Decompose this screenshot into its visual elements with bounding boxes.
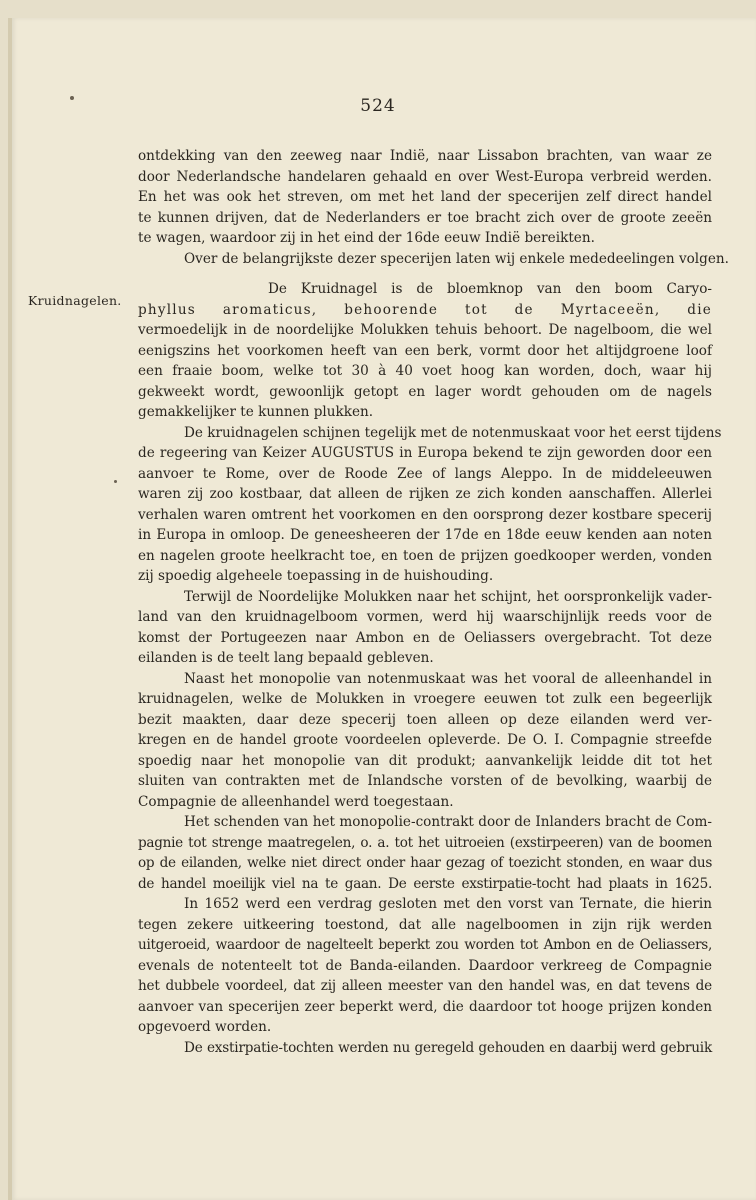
text-line: eilanden is de teelt lang bepaald gebleven. (138, 650, 434, 666)
text-line: aanvoer te Rome, over de Roode Zee of langs Aleppo. In de middeleeuwen (138, 465, 712, 482)
text-line: de handel moeilijk viel na te gaan. De eerste exstirpatie-tocht had plaats in 1625. (138, 875, 712, 892)
text-line: land van den kruidnagelboom vormen, werd hij waarschijnlijk reeds voor de (138, 609, 712, 625)
text-line: verhalen waren omtrent het voorkomen en den oorsprong dezer kostbare specerij (138, 506, 712, 523)
text-line: De exstirpatie-tochten werden nu geregeld gehouden en daarbij werd gebruik (184, 1039, 712, 1056)
text-line: Compagnie de alleenhandel werd toegestaan. (138, 793, 454, 810)
body-text (28, 146, 729, 1058)
page-number: 524 (360, 96, 396, 116)
text-line: aanvoer van specerijen zeer beperkt werd, die daardoor tot hooge prijzen konden (138, 998, 712, 1015)
text-line: de regeering van Keizer AUGUSTUS in Europa bekend te zijn geworden door een (138, 445, 712, 461)
text-line: phyllus aromaticus, behoorende tot de Myrtaceeën, die (138, 301, 712, 318)
text-line: kregen en de handel groote voordeelen opleverde. De O. I. Compagnie streefde (138, 732, 712, 748)
text-line: spoedig naar het monopolie van dit produkt; aanvankelijk leidde dit tot het (138, 752, 712, 769)
text-line: kruidnagelen, welke de Molukken in vroegere eeuwen tot zulk een begeerlijk (138, 691, 712, 707)
text-line: het dubbele voordeel, dat zij alleen meester van den handel was, en dat tevens de (138, 978, 712, 994)
text-line: De kruidnagelen schijnen tegelijk met de notenmuskaat voor het eerst tijdens (184, 424, 722, 441)
text-line: sluiten van contrakten met de Inlandsche vorsten of de bevolking, waarbij de (138, 773, 712, 789)
text-line: En het was ook het streven, om met het land der specerijen zelf direct handel (138, 189, 712, 205)
text-line: In 1652 werd een verdrag gesloten met den vorst van Ternate, die hierin (184, 896, 712, 912)
text-line: eenigszins het voorkomen heeft van een berk, vormt door het altijdgroene loof (138, 342, 712, 359)
text-line: zij spoedig algeheele toepassing in de huishouding. (138, 568, 494, 584)
text-line: Over de belangrijkste dezer specerijen laten wij enkele mededeelingen volgen. (184, 250, 729, 267)
text-line: in Europa in omloop. De geneesheeren der 17de en 18de eeuw kenden aan noten (138, 527, 712, 543)
text-line: vermoedelijk in de noordelijke Molukken tehuis behoort. De nagelboom, die wel (138, 322, 712, 338)
text-line: waren zij zoo kostbaar, dat alleen de rijken ze zich konden aanschaffen. Allerlei (138, 486, 712, 502)
text-line: De Kruidnagel is de bloemknop van den boom Caryo- (268, 281, 712, 297)
text-line: op de eilanden, welke niet direct onder haar gezag of toezicht stonden, en waar dus (138, 855, 712, 871)
text-line: opgevoerd worden. (138, 1019, 272, 1035)
text-line: gemakkelijker te kunnen plukken. (138, 404, 374, 420)
text-line: te kunnen drijven, dat de Nederlanders er toe bracht zich over de groote zeeën (138, 209, 712, 226)
margin-note: Kruidnagelen. (28, 293, 122, 308)
text-line: uitgeroeid, waardoor de nagelteelt beperkt zou worden tot Ambon en de Oeliassers, (138, 937, 712, 953)
text-line: een fraaie boom, welke tot 30 à 40 voet hoog kan worden, doch, waar hij (138, 363, 712, 379)
text-line: gekweekt wordt, gewoonlijk getopt en lager wordt gehouden om de nagels (138, 383, 712, 400)
text-line: Terwijl de Noordelijke Molukken naar het schijnt, het oorspronkelijk vader- (184, 588, 712, 605)
text-line: pagnie tot strenge maatregelen, o. a. tot het uitroeien (exstirpeeren) van de boomen (138, 834, 712, 851)
text-line: Het schenden van het monopolie-contrakt door de Inlanders bracht de Com- (184, 814, 712, 830)
text-line: te wagen, waardoor zij in het eind der 16de eeuw Indië bereikten. (138, 230, 595, 246)
text-line: en nagelen groote heelkracht toe, en toen de prijzen goedkooper werden, vonden (138, 547, 712, 564)
text-line: komst der Portugeezen naar Ambon en de Oeliassers overgebracht. Tot deze (138, 629, 712, 646)
text-line: bezit maakten, daar deze specerij toen alleen op deze eilanden werd ver- (138, 711, 712, 728)
text-line: Naast het monopolie van notenmuskaat was het vooral de alleenhandel in (184, 670, 712, 687)
text-line: tegen zekere uitkeering toestond, dat alle nagelboomen in zijn rijk werden (138, 916, 712, 933)
page-speck (114, 480, 117, 483)
text-line: door Nederlandsche handelaren gehaald en over West-Europa verbreid werden. (138, 168, 712, 185)
text-line: ontdekking van den zeeweg naar Indië, naar Lissabon brachten, van waar ze (138, 148, 712, 164)
text-line: evenals de notenteelt tot de Banda-eilanden. Daardoor verkreeg de Compagnie (138, 957, 712, 974)
